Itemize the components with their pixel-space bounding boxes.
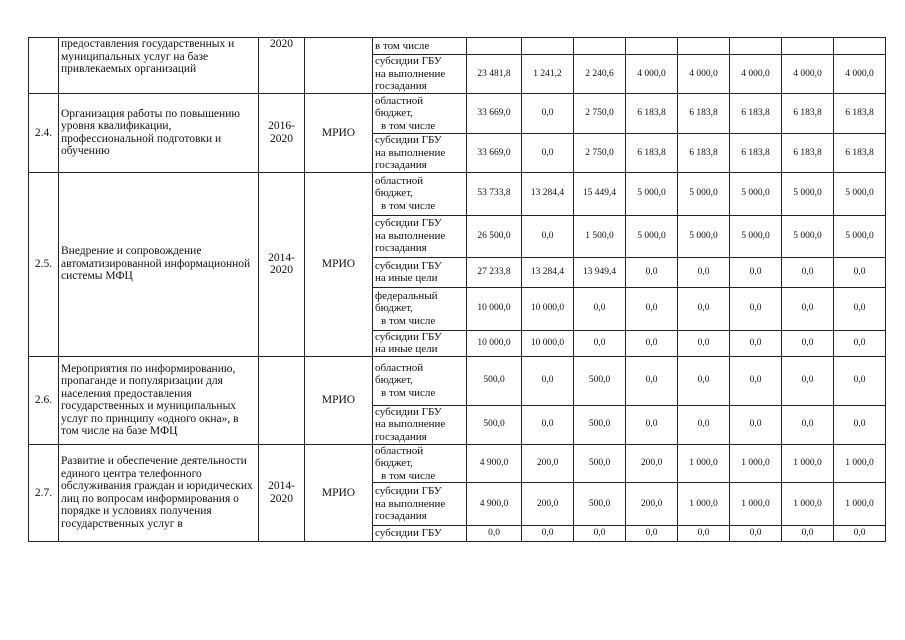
amount-cell: 6 183,8 [678, 94, 730, 134]
item-period [259, 356, 305, 444]
amount-cell: 500,0 [574, 356, 626, 405]
funding-source-line: госзадания [375, 430, 427, 443]
amount-cell: 10 000,0 [522, 287, 574, 330]
amount-cell: 10 000,0 [467, 330, 522, 356]
funding-source-line: бюджет, [375, 187, 413, 200]
table-row [29, 172, 886, 215]
amount-cell: 6 183,8 [626, 134, 678, 173]
amount-cell: 13 284,4 [522, 172, 574, 215]
amount-cell: 200,0 [522, 483, 574, 526]
amount-cell: 0,0 [730, 405, 782, 444]
funding-source-line: субсидии ГБУ [375, 330, 442, 343]
amount-cell [678, 38, 730, 55]
funding-source-line: областной [375, 174, 424, 187]
amount-cell: 0,0 [678, 257, 730, 287]
amount-cell: 500,0 [574, 405, 626, 444]
amount-cell: 1 000,0 [834, 483, 886, 526]
table-row [29, 444, 886, 483]
amount-cell: 6 183,8 [834, 94, 886, 134]
amount-cell: 0,0 [834, 405, 886, 444]
item-period: 2020 [259, 38, 305, 94]
amount-cell: 500,0 [467, 405, 522, 444]
amount-cell: 2 240,6 [574, 55, 626, 94]
funding-source-line: госзадания [375, 510, 427, 523]
funding-source [373, 287, 467, 330]
funding-source [373, 483, 467, 526]
amount-cell: 6 183,8 [730, 134, 782, 173]
funding-source [373, 330, 467, 356]
amount-cell: 27 233,8 [467, 257, 522, 287]
funding-source [373, 55, 467, 94]
amount-cell: 2 750,0 [574, 94, 626, 134]
item-period: 2014-2020 [259, 172, 305, 356]
item-name: предоставления государственных и муниципальных услуг на базе привлекаемых организаций [59, 38, 259, 94]
funding-source [373, 215, 467, 257]
amount-cell: 0,0 [678, 526, 730, 542]
item-period: 2016-2020 [259, 94, 305, 173]
funding-source-line: областной [375, 94, 424, 107]
funding-source [373, 172, 467, 215]
amount-cell: 0,0 [730, 526, 782, 542]
item-number: 2.6. [29, 356, 59, 444]
amount-cell: 5 000,0 [678, 215, 730, 257]
funding-source [373, 405, 467, 444]
funding-source-line: субсидии ГБУ [375, 134, 442, 146]
amount-cell: 6 183,8 [678, 134, 730, 173]
item-name: Внедрение и сопровождение автоматизированной информационной системы МФЦ [59, 172, 259, 356]
amount-cell: 0,0 [730, 287, 782, 330]
table-row [29, 356, 886, 405]
funding-source-line: в том числе [381, 386, 436, 399]
amount-cell: 5 000,0 [730, 215, 782, 257]
funding-source-line: бюджет, [375, 374, 413, 387]
amount-cell: 0,0 [730, 257, 782, 287]
item-period: 2014-2020 [259, 444, 305, 542]
amount-cell: 6 183,8 [730, 94, 782, 134]
funding-source-line: на иные цели [375, 272, 438, 284]
item-executor: МРИО [305, 444, 373, 542]
amount-cell: 0,0 [678, 405, 730, 444]
amount-cell: 33 669,0 [467, 134, 522, 173]
amount-cell: 10 000,0 [467, 287, 522, 330]
item-executor: МРИО [305, 172, 373, 356]
funding-source-line: субсидии ГБУ [375, 527, 442, 540]
amount-cell: 1 000,0 [730, 483, 782, 526]
funding-source-line: госзадания [375, 159, 427, 171]
item-executor: МРИО [305, 94, 373, 173]
funding-source-line: субсидии ГБУ [375, 217, 442, 230]
amount-cell: 200,0 [522, 444, 574, 483]
amount-cell: 5 000,0 [678, 172, 730, 215]
amount-cell: 0,0 [678, 287, 730, 330]
amount-cell: 13 284,4 [522, 257, 574, 287]
amount-cell: 0,0 [626, 330, 678, 356]
funding-source-line: областной [375, 361, 424, 374]
funding-source-line: бюджет, [375, 302, 413, 315]
amount-cell: 0,0 [834, 330, 886, 356]
amount-cell: 0,0 [522, 405, 574, 444]
amount-cell: 4 900,0 [467, 444, 522, 483]
funding-source [373, 444, 467, 483]
funding-source [373, 526, 467, 542]
funding-source [373, 134, 467, 173]
amount-cell: 4 000,0 [626, 55, 678, 94]
funding-source-line: госзадания [375, 242, 427, 255]
funding-source-line: на выполнение [375, 497, 446, 510]
item-executor [305, 38, 373, 94]
amount-cell: 26 500,0 [467, 215, 522, 257]
item-number: 2.4. [29, 94, 59, 173]
amount-cell: 0,0 [522, 215, 574, 257]
amount-cell: 0,0 [574, 330, 626, 356]
amount-cell: 0,0 [782, 257, 834, 287]
amount-cell [467, 38, 522, 55]
amount-cell: 0,0 [782, 526, 834, 542]
funding-source [373, 257, 467, 287]
amount-cell: 0,0 [467, 526, 522, 542]
amount-cell: 4 000,0 [782, 55, 834, 94]
funding-source-line: субсидии ГБУ [375, 405, 442, 418]
funding-source-line: госзадания [375, 80, 427, 93]
amount-cell: 23 481,8 [467, 55, 522, 94]
funding-source-line: бюджет, [375, 457, 413, 469]
funding-source-line: на выполнение [375, 67, 446, 80]
amount-cell: 0,0 [626, 257, 678, 287]
amount-cell [522, 38, 574, 55]
amount-cell: 10 000,0 [522, 330, 574, 356]
item-number: 2.7. [29, 444, 59, 542]
amount-cell: 5 000,0 [834, 215, 886, 257]
item-executor: МРИО [305, 356, 373, 444]
amount-cell [782, 38, 834, 55]
funding-source-line: на выполнение [375, 418, 446, 431]
amount-cell: 200,0 [626, 444, 678, 483]
amount-cell: 1 000,0 [730, 444, 782, 483]
amount-cell: 0,0 [626, 287, 678, 330]
funding-source-line: на иные цели [375, 343, 438, 355]
amount-cell: 6 183,8 [782, 94, 834, 134]
funding-source-line: субсидии ГБУ [375, 259, 442, 272]
amount-cell [834, 38, 886, 55]
funding-source-line: субсидии ГБУ [375, 55, 442, 68]
amount-cell: 0,0 [834, 356, 886, 405]
amount-cell: 0,0 [626, 526, 678, 542]
amount-cell: 0,0 [522, 356, 574, 405]
amount-cell [626, 38, 678, 55]
funding-source-line: в том числе [375, 39, 430, 52]
amount-cell: 0,0 [626, 405, 678, 444]
amount-cell: 4 900,0 [467, 483, 522, 526]
funding-source-line: в том числе [381, 199, 436, 212]
amount-cell: 500,0 [467, 356, 522, 405]
item-name: Организация работы по повышению уровня квалификации, профессиональной подготовки и обучению [59, 94, 259, 173]
amount-cell: 13 949,4 [574, 257, 626, 287]
amount-cell: 500,0 [574, 444, 626, 483]
amount-cell: 1 000,0 [678, 483, 730, 526]
amount-cell: 5 000,0 [626, 172, 678, 215]
amount-cell: 0,0 [730, 356, 782, 405]
funding-source-line: субсидии ГБУ [375, 485, 442, 498]
funding-source-line: областной [375, 444, 424, 457]
amount-cell: 5 000,0 [834, 172, 886, 215]
amount-cell: 6 183,8 [626, 94, 678, 134]
table-row [29, 38, 886, 55]
amount-cell: 0,0 [782, 356, 834, 405]
amount-cell: 0,0 [782, 330, 834, 356]
amount-cell: 0,0 [782, 287, 834, 330]
amount-cell: 53 733,8 [467, 172, 522, 215]
amount-cell: 4 000,0 [730, 55, 782, 94]
amount-cell: 1 241,2 [522, 55, 574, 94]
amount-cell: 1 000,0 [782, 444, 834, 483]
budget-table [28, 37, 886, 542]
amount-cell: 5 000,0 [782, 172, 834, 215]
amount-cell: 0,0 [522, 526, 574, 542]
amount-cell: 0,0 [522, 94, 574, 134]
amount-cell: 15 449,4 [574, 172, 626, 215]
item-name: Мероприятия по информированию, пропаганде и популяризации для населения предоставления государственных и муниципальных услуг по принципу «одного окна», в том числе на базе МФЦ [59, 356, 259, 444]
amount-cell: 5 000,0 [626, 215, 678, 257]
funding-source [373, 356, 467, 405]
amount-cell: 0,0 [574, 287, 626, 330]
amount-cell: 6 183,8 [834, 134, 886, 173]
funding-source [373, 94, 467, 134]
funding-source-line: на выполнение [375, 146, 446, 159]
funding-source-line: бюджет, [375, 107, 413, 120]
amount-cell: 4 000,0 [678, 55, 730, 94]
funding-source-line: в том числе [381, 119, 436, 132]
funding-source-line: в том числе [381, 469, 436, 482]
amount-cell: 0,0 [782, 405, 834, 444]
item-number [29, 38, 59, 94]
amount-cell: 6 183,8 [782, 134, 834, 173]
amount-cell: 0,0 [678, 356, 730, 405]
funding-source-line: федеральный [375, 289, 438, 302]
amount-cell: 0,0 [834, 257, 886, 287]
amount-cell: 1 500,0 [574, 215, 626, 257]
amount-cell: 2 750,0 [574, 134, 626, 173]
table-row [29, 94, 886, 134]
funding-source [373, 38, 467, 55]
amount-cell: 500,0 [574, 483, 626, 526]
item-name: Развитие и обеспечение деятельности единого центра телефонного обслуживания граждан и юридических лиц по вопросам информирования о порядке и условиях получения государственных услуг в [59, 444, 259, 542]
amount-cell: 200,0 [626, 483, 678, 526]
amount-cell: 0,0 [626, 356, 678, 405]
amount-cell: 0,0 [730, 330, 782, 356]
amount-cell: 1 000,0 [678, 444, 730, 483]
amount-cell: 0,0 [834, 287, 886, 330]
amount-cell: 0,0 [574, 526, 626, 542]
amount-cell [574, 38, 626, 55]
amount-cell: 0,0 [678, 330, 730, 356]
funding-source-line: на выполнение [375, 229, 446, 242]
amount-cell: 0,0 [522, 134, 574, 173]
amount-cell: 1 000,0 [782, 483, 834, 526]
amount-cell [730, 38, 782, 55]
amount-cell: 5 000,0 [730, 172, 782, 215]
funding-source-line: в том числе [381, 314, 436, 327]
amount-cell: 1 000,0 [834, 444, 886, 483]
item-number: 2.5. [29, 172, 59, 356]
amount-cell: 0,0 [834, 526, 886, 542]
amount-cell: 4 000,0 [834, 55, 886, 94]
amount-cell: 5 000,0 [782, 215, 834, 257]
amount-cell: 33 669,0 [467, 94, 522, 134]
